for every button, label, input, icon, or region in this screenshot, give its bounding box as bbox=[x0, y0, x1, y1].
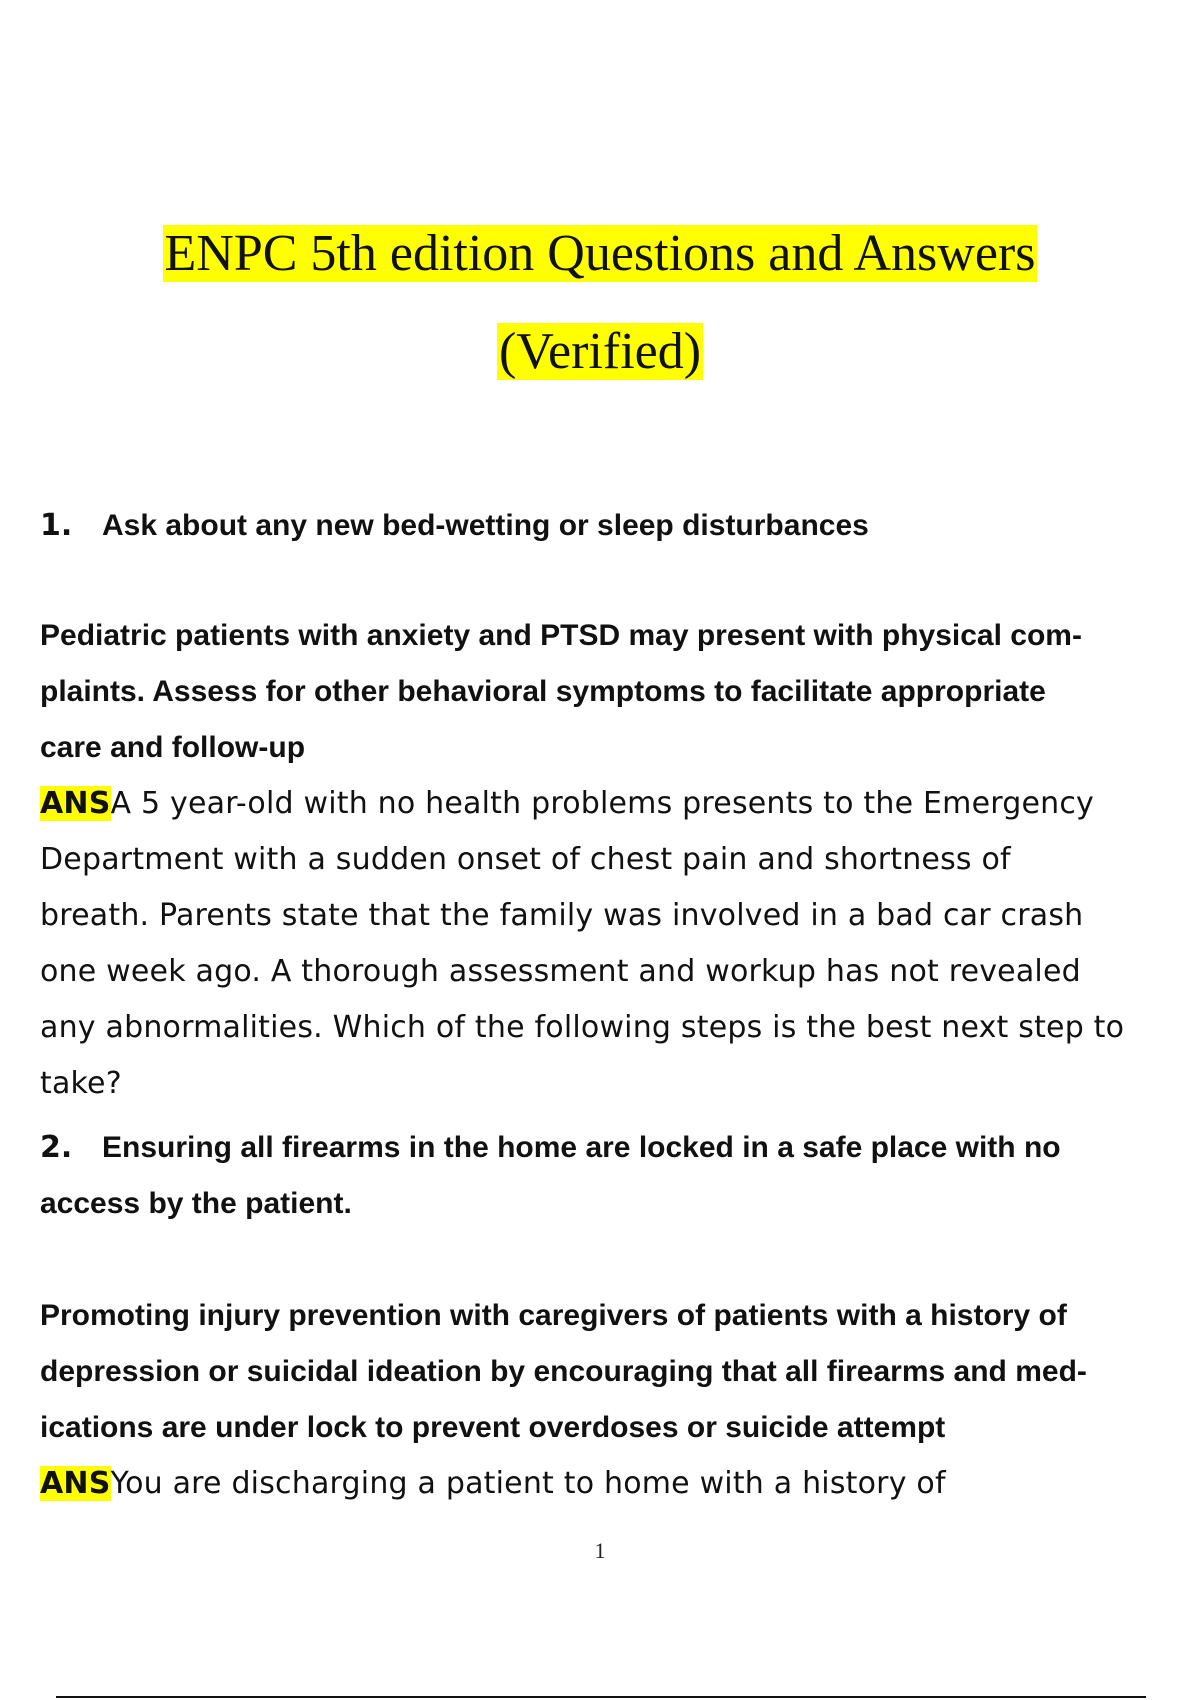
rationale-1 bbox=[40, 608, 1190, 776]
rationale-2-line: Promoting injury prevention with caregivers of patients with a history of bbox=[40, 1299, 1067, 1332]
answer-2-text: You are discharging a patient to home with a history of bbox=[110, 1466, 946, 1501]
question-2 bbox=[40, 1120, 1190, 1232]
rationale-1-line: plaints. Assess for other behavioral symptoms to facilitate appropriate bbox=[40, 675, 1046, 708]
question-2-line bbox=[40, 1120, 1190, 1176]
answer-1-line: one week ago. A thorough assessment and workup has not revealed bbox=[40, 954, 1081, 989]
ans-label: ANS bbox=[40, 1466, 111, 1501]
rationale-1-line: care and follow-up bbox=[40, 731, 306, 764]
answer-1-line: Department with a sudden onset of chest pain and shortness of bbox=[40, 842, 1011, 877]
rationale-2-line: depression or suicidal ideation by encouraging that all firearms and med- bbox=[40, 1355, 1087, 1388]
title-text-2: (Verified) bbox=[498, 323, 702, 380]
page-number: 1 bbox=[594, 1538, 606, 1563]
answer-1 bbox=[40, 776, 1190, 1112]
rationale-1-line: Pediatric patients with anxiety and PTSD may present with physical com- bbox=[40, 619, 1082, 652]
question-2-number: 2. bbox=[40, 1130, 73, 1165]
document-title-line-2 bbox=[0, 320, 1200, 384]
title-text-1: ENPC 5th edition Questions and Answers bbox=[164, 225, 1036, 282]
rationale-2-line: ications are under lock to prevent overdoses or suicide attempt bbox=[40, 1411, 946, 1444]
answer-1-line: breath. Parents state that the family was involved in a bad car crash bbox=[40, 898, 1084, 933]
ans-label: ANS bbox=[40, 786, 111, 821]
answer-2-line bbox=[40, 1456, 1190, 1512]
question-2-line: access by the patient. bbox=[40, 1187, 352, 1220]
question-1-number: 1. bbox=[40, 508, 73, 543]
question-2-text: Ensuring all firearms in the home are locked in a safe place with no bbox=[102, 1131, 1061, 1164]
answer-1-line: any abnormalities. Which of the following steps is the best next step to bbox=[40, 1010, 1125, 1045]
answer-1-line bbox=[40, 776, 1190, 832]
rationale-2 bbox=[40, 1288, 1190, 1456]
document-title-line-1 bbox=[0, 222, 1200, 286]
answer-1-text: A 5 year-old with no health problems presents to the Emergency bbox=[110, 786, 1095, 821]
answer-2 bbox=[40, 1456, 1190, 1512]
question-1 bbox=[40, 498, 1190, 554]
answer-1-line: take? bbox=[40, 1066, 122, 1101]
page-bottom-divider bbox=[56, 1696, 1146, 1698]
question-1-text: Ask about any new bed-wetting or sleep disturbances bbox=[102, 509, 869, 542]
